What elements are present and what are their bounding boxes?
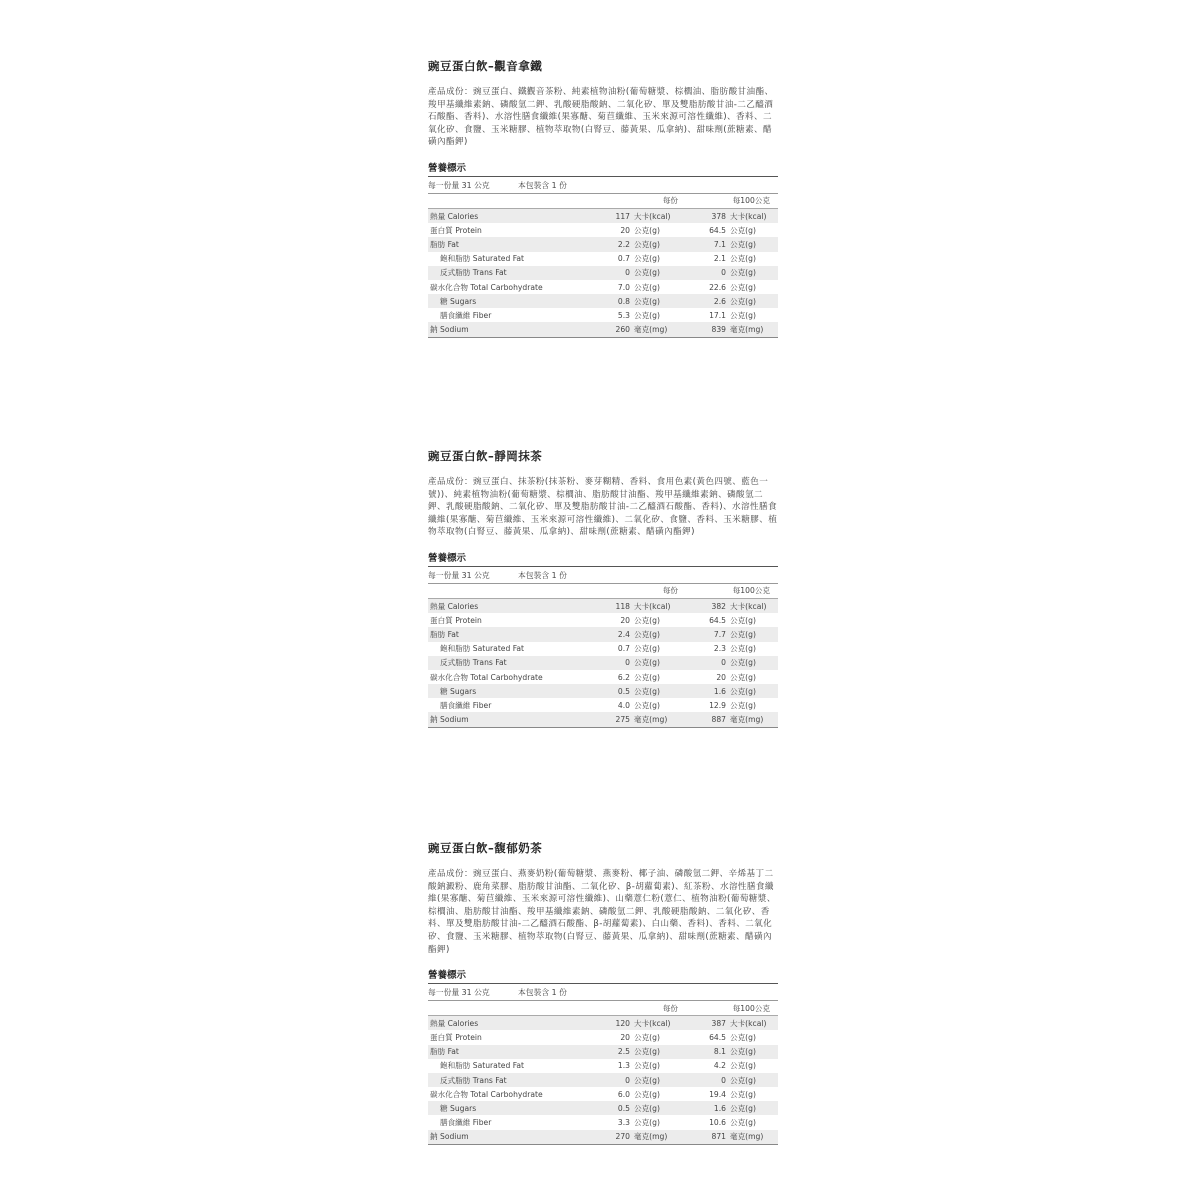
- nutrition-heading: 營養標示: [428, 160, 778, 177]
- nutrient-name: 熱量 Calories: [428, 598, 600, 613]
- table-row: [428, 223, 778, 237]
- table-row: [428, 642, 778, 656]
- product-title: 豌豆蛋白飲–馥郁奶茶: [428, 841, 543, 855]
- per-serving-value: 6.2: [617, 672, 630, 682]
- per-100g-value: 7.1: [696, 237, 730, 251]
- serving-info: [428, 567, 778, 584]
- per-serving-unit: 公克(g): [634, 672, 660, 682]
- header-blank: [428, 584, 600, 599]
- per-serving-unit: 公克(g): [634, 1073, 696, 1087]
- per-100g-value: 20: [716, 672, 726, 682]
- per-100g-value: 2.6: [696, 294, 730, 308]
- per-100g-value: 22.6: [709, 282, 726, 292]
- per-serving-unit: 公克(g): [634, 615, 660, 625]
- per-serving-unit: 大卡(kcal): [634, 1016, 696, 1031]
- per-serving-value: 6.0: [617, 1089, 630, 1099]
- nutrient-name: 蛋白質 Protein: [430, 1032, 482, 1042]
- nutrient-name: 脂肪 Fat: [428, 237, 600, 251]
- col-per-serving: 每份: [600, 584, 696, 599]
- table-header-row: [428, 194, 778, 209]
- per-100g-value: 10.6: [709, 1118, 726, 1128]
- product-title: 豌豆蛋白飲–觀音拿鐵: [428, 59, 543, 73]
- nutrient-name: 反式脂肪 Trans Fat: [428, 266, 600, 280]
- table-row: [428, 656, 778, 670]
- per-100g-value: 0: [696, 1073, 730, 1087]
- per-100g-value: 1.6: [696, 1101, 730, 1115]
- per-100g-unit: 公克(g): [730, 1118, 756, 1128]
- per-serving-unit: 公克(g): [634, 656, 696, 670]
- table-row: [428, 266, 778, 280]
- per-serving-unit: 毫克(mg): [634, 322, 696, 337]
- nutrition-table: [428, 194, 778, 338]
- per-serving-value: 0.8: [600, 294, 634, 308]
- nutrition-heading: 營養標示: [428, 550, 778, 567]
- table-row: [428, 1087, 778, 1101]
- nutrient-name: 脂肪 Fat: [428, 627, 600, 641]
- per-100g-unit: 公克(g): [730, 254, 756, 264]
- table-row: [428, 322, 778, 337]
- nutrient-name: 鈉 Sodium: [428, 322, 600, 337]
- per-100g-unit: 公克(g): [730, 1073, 778, 1087]
- per-serving-unit: 公克(g): [634, 237, 696, 251]
- table-row: [428, 598, 778, 613]
- per-100g-unit: 公克(g): [730, 615, 756, 625]
- per-100g-unit: 公克(g): [730, 1032, 756, 1042]
- product-panel: [428, 448, 778, 728]
- product-panel: [428, 840, 778, 1145]
- table-row: [428, 1030, 778, 1044]
- col-per-100g: 每100公克: [696, 194, 778, 209]
- per-serving-value: 5.3: [617, 310, 630, 320]
- nutrition-rows: [428, 208, 778, 337]
- per-100g-value: 4.2: [713, 1061, 726, 1071]
- per-100g-value: 871: [696, 1130, 730, 1145]
- per-100g-value: 64.5: [709, 225, 726, 235]
- serving-size: 每一份量 31 公克: [428, 988, 490, 998]
- nutrient-name: 碳水化合物 Total Carbohydrate: [430, 672, 543, 682]
- nutrient-name: 碳水化合物 Total Carbohydrate: [430, 282, 543, 292]
- per-serving-unit: 公克(g): [634, 1032, 660, 1042]
- per-100g-unit: 公克(g): [730, 1045, 778, 1059]
- per-100g-unit: 毫克(mg): [730, 322, 778, 337]
- per-100g-value: 8.1: [696, 1045, 730, 1059]
- per-serving-unit: 公克(g): [634, 1089, 660, 1099]
- table-row: [428, 684, 778, 698]
- per-serving-value: 20: [620, 225, 630, 235]
- per-serving-unit: 公克(g): [634, 225, 660, 235]
- per-serving-value: 2.2: [600, 237, 634, 251]
- per-serving-unit: 公克(g): [634, 294, 696, 308]
- serving-size: 每一份量 31 公克: [428, 570, 490, 580]
- per-100g-value: 382: [696, 598, 730, 613]
- per-serving-value: 117: [600, 208, 634, 223]
- per-serving-unit: 大卡(kcal): [634, 598, 696, 613]
- table-row: [428, 294, 778, 308]
- table-header-row: [428, 1001, 778, 1016]
- nutrient-name: 反式脂肪 Trans Fat: [428, 1073, 600, 1087]
- table-row: [428, 252, 778, 266]
- per-100g-unit: 公克(g): [730, 266, 778, 280]
- per-serving-value: 0.7: [617, 644, 630, 654]
- table-row: [428, 712, 778, 727]
- per-100g-value: 64.5: [709, 615, 726, 625]
- col-per-serving: 每份: [600, 1001, 696, 1016]
- product-title: 豌豆蛋白飲–靜岡抹茶: [428, 449, 543, 463]
- table-row: [428, 698, 778, 712]
- per-serving-value: 0: [600, 1073, 634, 1087]
- nutrient-name: 膳食纖維 Fiber: [440, 700, 492, 710]
- per-serving-value: 7.0: [617, 282, 630, 292]
- header-blank: [428, 194, 600, 209]
- per-100g-unit: 公克(g): [730, 1101, 778, 1115]
- nutrition-table: [428, 1001, 778, 1145]
- per-serving-unit: 公克(g): [634, 282, 660, 292]
- per-serving-unit: 公克(g): [634, 1045, 696, 1059]
- per-100g-unit: 公克(g): [730, 310, 756, 320]
- per-serving-value: 20: [620, 615, 630, 625]
- per-100g-value: 19.4: [709, 1089, 726, 1099]
- product-panel: [428, 58, 778, 338]
- per-100g-unit: 公克(g): [730, 1061, 756, 1071]
- table-row: [428, 208, 778, 223]
- table-row: [428, 1016, 778, 1031]
- per-serving-value: 260: [600, 322, 634, 337]
- per-serving-value: 2.5: [600, 1045, 634, 1059]
- per-serving-value: 2.4: [600, 627, 634, 641]
- serving-info: [428, 177, 778, 194]
- per-100g-value: 378: [696, 208, 730, 223]
- per-serving-value: 0.5: [600, 1101, 634, 1115]
- per-serving-unit: 公克(g): [634, 254, 660, 264]
- per-serving-value: 0: [600, 266, 634, 280]
- nutrient-name: 熱量 Calories: [428, 208, 600, 223]
- per-serving-value: 270: [600, 1130, 634, 1145]
- per-serving-value: 1.3: [617, 1061, 630, 1071]
- table-row: [428, 1073, 778, 1087]
- table-row: [428, 1059, 778, 1073]
- per-100g-unit: 公克(g): [730, 1089, 756, 1099]
- per-100g-unit: 公克(g): [730, 282, 756, 292]
- per-100g-value: 1.6: [696, 684, 730, 698]
- table-row: [428, 627, 778, 641]
- header-blank: [428, 1001, 600, 1016]
- per-100g-unit: 大卡(kcal): [730, 208, 778, 223]
- nutrient-name: 膳食纖維 Fiber: [440, 310, 492, 320]
- per-serving-value: 0: [600, 656, 634, 670]
- nutrient-name: 反式脂肪 Trans Fat: [428, 656, 600, 670]
- nutrient-name: 鈉 Sodium: [428, 712, 600, 727]
- per-serving-unit: 毫克(mg): [634, 1130, 696, 1145]
- per-serving-unit: 公克(g): [634, 700, 660, 710]
- per-serving-value: 275: [600, 712, 634, 727]
- col-per-100g: 每100公克: [696, 1001, 778, 1016]
- per-serving-unit: 公克(g): [634, 684, 696, 698]
- per-serving-unit: 大卡(kcal): [634, 208, 696, 223]
- per-100g-value: 887: [696, 712, 730, 727]
- per-100g-value: 2.3: [713, 644, 726, 654]
- per-serving-value: 118: [600, 598, 634, 613]
- nutrient-name: 熱量 Calories: [428, 1016, 600, 1031]
- per-100g-unit: 毫克(mg): [730, 1130, 778, 1145]
- nutrient-name: 飽和脂肪 Saturated Fat: [440, 644, 525, 654]
- per-100g-unit: 大卡(kcal): [730, 598, 778, 613]
- table-row: [428, 613, 778, 627]
- per-100g-value: 2.1: [713, 254, 726, 264]
- per-serving-unit: 公克(g): [634, 266, 696, 280]
- serving-info: [428, 984, 778, 1001]
- per-serving-unit: 公克(g): [634, 1101, 696, 1115]
- table-row: [428, 1115, 778, 1129]
- table-header-row: [428, 584, 778, 599]
- per-100g-unit: 大卡(kcal): [730, 1016, 778, 1031]
- per-serving-unit: 毫克(mg): [634, 712, 696, 727]
- per-100g-unit: 公克(g): [730, 294, 778, 308]
- per-100g-unit: 公克(g): [730, 672, 756, 682]
- table-row: [428, 1045, 778, 1059]
- ingredients-text: 產品成份：豌豆蛋白、抹茶粉(抹茶粉、麥芽糊精、香料、食用色素(黃色四號、藍色一號))、純素植物油粉(葡萄糖漿、棕櫚油、脂肪酸甘油酯、羧甲基纖維素鈉、磷酸氫二鉀、乳酸硬脂酸鈉、二氧化矽、單及雙脂肪酸甘油-二乙醯酒石酸酯、香料)、水溶性膳食纖維(果寡醣、菊苣纖維、玉米來源可溶性纖維)、二氧化矽、食鹽、香料、玉米糖膠、植物萃取物(白腎豆、藤黃果、瓜拿納)、甜味劑(蔗糖素、醋磺內酯鉀): [428, 477, 778, 538]
- per-serving-value: 4.0: [617, 700, 630, 710]
- per-serving-value: 20: [620, 1032, 630, 1042]
- servings-per-package: 本包裝含 1 份: [518, 570, 567, 580]
- per-100g-value: 387: [696, 1016, 730, 1031]
- table-row: [428, 280, 778, 294]
- nutrition-rows: [428, 598, 778, 727]
- col-per-100g: 每100公克: [696, 584, 778, 599]
- nutrient-name: 鈉 Sodium: [428, 1130, 600, 1145]
- per-serving-unit: 公克(g): [634, 1118, 660, 1128]
- table-row: [428, 237, 778, 251]
- nutrient-name: 脂肪 Fat: [428, 1045, 600, 1059]
- per-100g-value: 7.7: [696, 627, 730, 641]
- per-serving-value: 0.5: [600, 684, 634, 698]
- per-serving-value: 120: [600, 1016, 634, 1031]
- per-serving-unit: 公克(g): [634, 644, 660, 654]
- per-100g-unit: 公克(g): [730, 700, 756, 710]
- table-row: [428, 308, 778, 322]
- per-100g-value: 839: [696, 322, 730, 337]
- ingredients-text: 產品成份：豌豆蛋白、鐵觀音茶粉、純素植物油粉(葡萄糖漿、棕櫚油、脂肪酸甘油酯、羧甲基纖維素鈉、磷酸氫二鉀、乳酸硬脂酸鈉、二氧化矽、單及雙脂肪酸甘油-二乙醯酒石酸酯、香料)、水溶性膳食纖維(果寡醣、菊苣纖維、玉米來源可溶性纖維)、香料、二氧化矽、食鹽、玉米糖膠、植物萃取物(白腎豆、藤黃果、瓜拿納)、甜味劑(蔗糖素、醋磺內酯鉀): [428, 87, 774, 148]
- per-serving-value: 0.7: [617, 254, 630, 264]
- per-100g-unit: 毫克(mg): [730, 712, 778, 727]
- per-serving-unit: 公克(g): [634, 310, 660, 320]
- per-100g-value: 0: [696, 656, 730, 670]
- nutrient-name: 糖 Sugars: [428, 1101, 600, 1115]
- nutrient-name: 膳食纖維 Fiber: [440, 1118, 492, 1128]
- nutrient-name: 飽和脂肪 Saturated Fat: [440, 1061, 525, 1071]
- per-100g-unit: 公克(g): [730, 225, 756, 235]
- servings-per-package: 本包裝含 1 份: [518, 180, 567, 190]
- per-100g-value: 17.1: [709, 310, 726, 320]
- per-serving-unit: 公克(g): [634, 1061, 660, 1071]
- nutrient-name: 糖 Sugars: [428, 684, 600, 698]
- table-row: [428, 670, 778, 684]
- per-100g-value: 64.5: [709, 1032, 726, 1042]
- per-serving-value: 3.3: [617, 1118, 630, 1128]
- servings-per-package: 本包裝含 1 份: [518, 988, 567, 998]
- table-row: [428, 1101, 778, 1115]
- per-100g-unit: 公克(g): [730, 684, 778, 698]
- nutrition-table: [428, 584, 778, 728]
- ingredients-text: 產品成份：豌豆蛋白、燕麥奶粉(葡萄糖漿、燕麥粉、椰子油、磷酸氫二鉀、辛烯基丁二酸鈉澱粉、鹿角菜膠、脂肪酸甘油酯、二氧化矽、β-胡蘿蔔素)、紅茶粉、水溶性膳食纖維(果寡醣、菊苣纖維、玉米來源可溶性纖維)、山藥薏仁粉(薏仁、植物油粉(葡萄糖漿、棕櫚油、脂肪酸甘油酯、羧甲基纖維素鈉、磷酸氫二鉀、乳酸硬脂酸鈉、二氧化矽、香料、單及雙脂肪酸甘油-二乙醯酒石酸酯、β-胡蘿蔔素)、白山藥、香料)、香料、二氧化矽、食鹽、玉米糖膠、植物萃取物(白腎豆、藤黃果、瓜拿納)、甜味劑(蔗糖素、醋磺內酯鉀): [428, 869, 776, 955]
- per-100g-value: 12.9: [709, 700, 726, 710]
- nutrient-name: 飽和脂肪 Saturated Fat: [440, 254, 525, 264]
- per-100g-value: 0: [696, 266, 730, 280]
- nutrient-name: 蛋白質 Protein: [430, 225, 482, 235]
- nutrient-name: 蛋白質 Protein: [430, 615, 482, 625]
- per-100g-unit: 公克(g): [730, 627, 778, 641]
- nutrient-name: 糖 Sugars: [428, 294, 600, 308]
- per-100g-unit: 公克(g): [730, 237, 778, 251]
- col-per-serving: 每份: [600, 194, 696, 209]
- per-100g-unit: 公克(g): [730, 656, 778, 670]
- table-row: [428, 1130, 778, 1145]
- nutrition-heading: 營養標示: [428, 967, 778, 984]
- nutrition-rows: [428, 1016, 778, 1145]
- per-serving-unit: 公克(g): [634, 627, 696, 641]
- per-100g-unit: 公克(g): [730, 644, 756, 654]
- serving-size: 每一份量 31 公克: [428, 180, 490, 190]
- nutrient-name: 碳水化合物 Total Carbohydrate: [430, 1089, 543, 1099]
